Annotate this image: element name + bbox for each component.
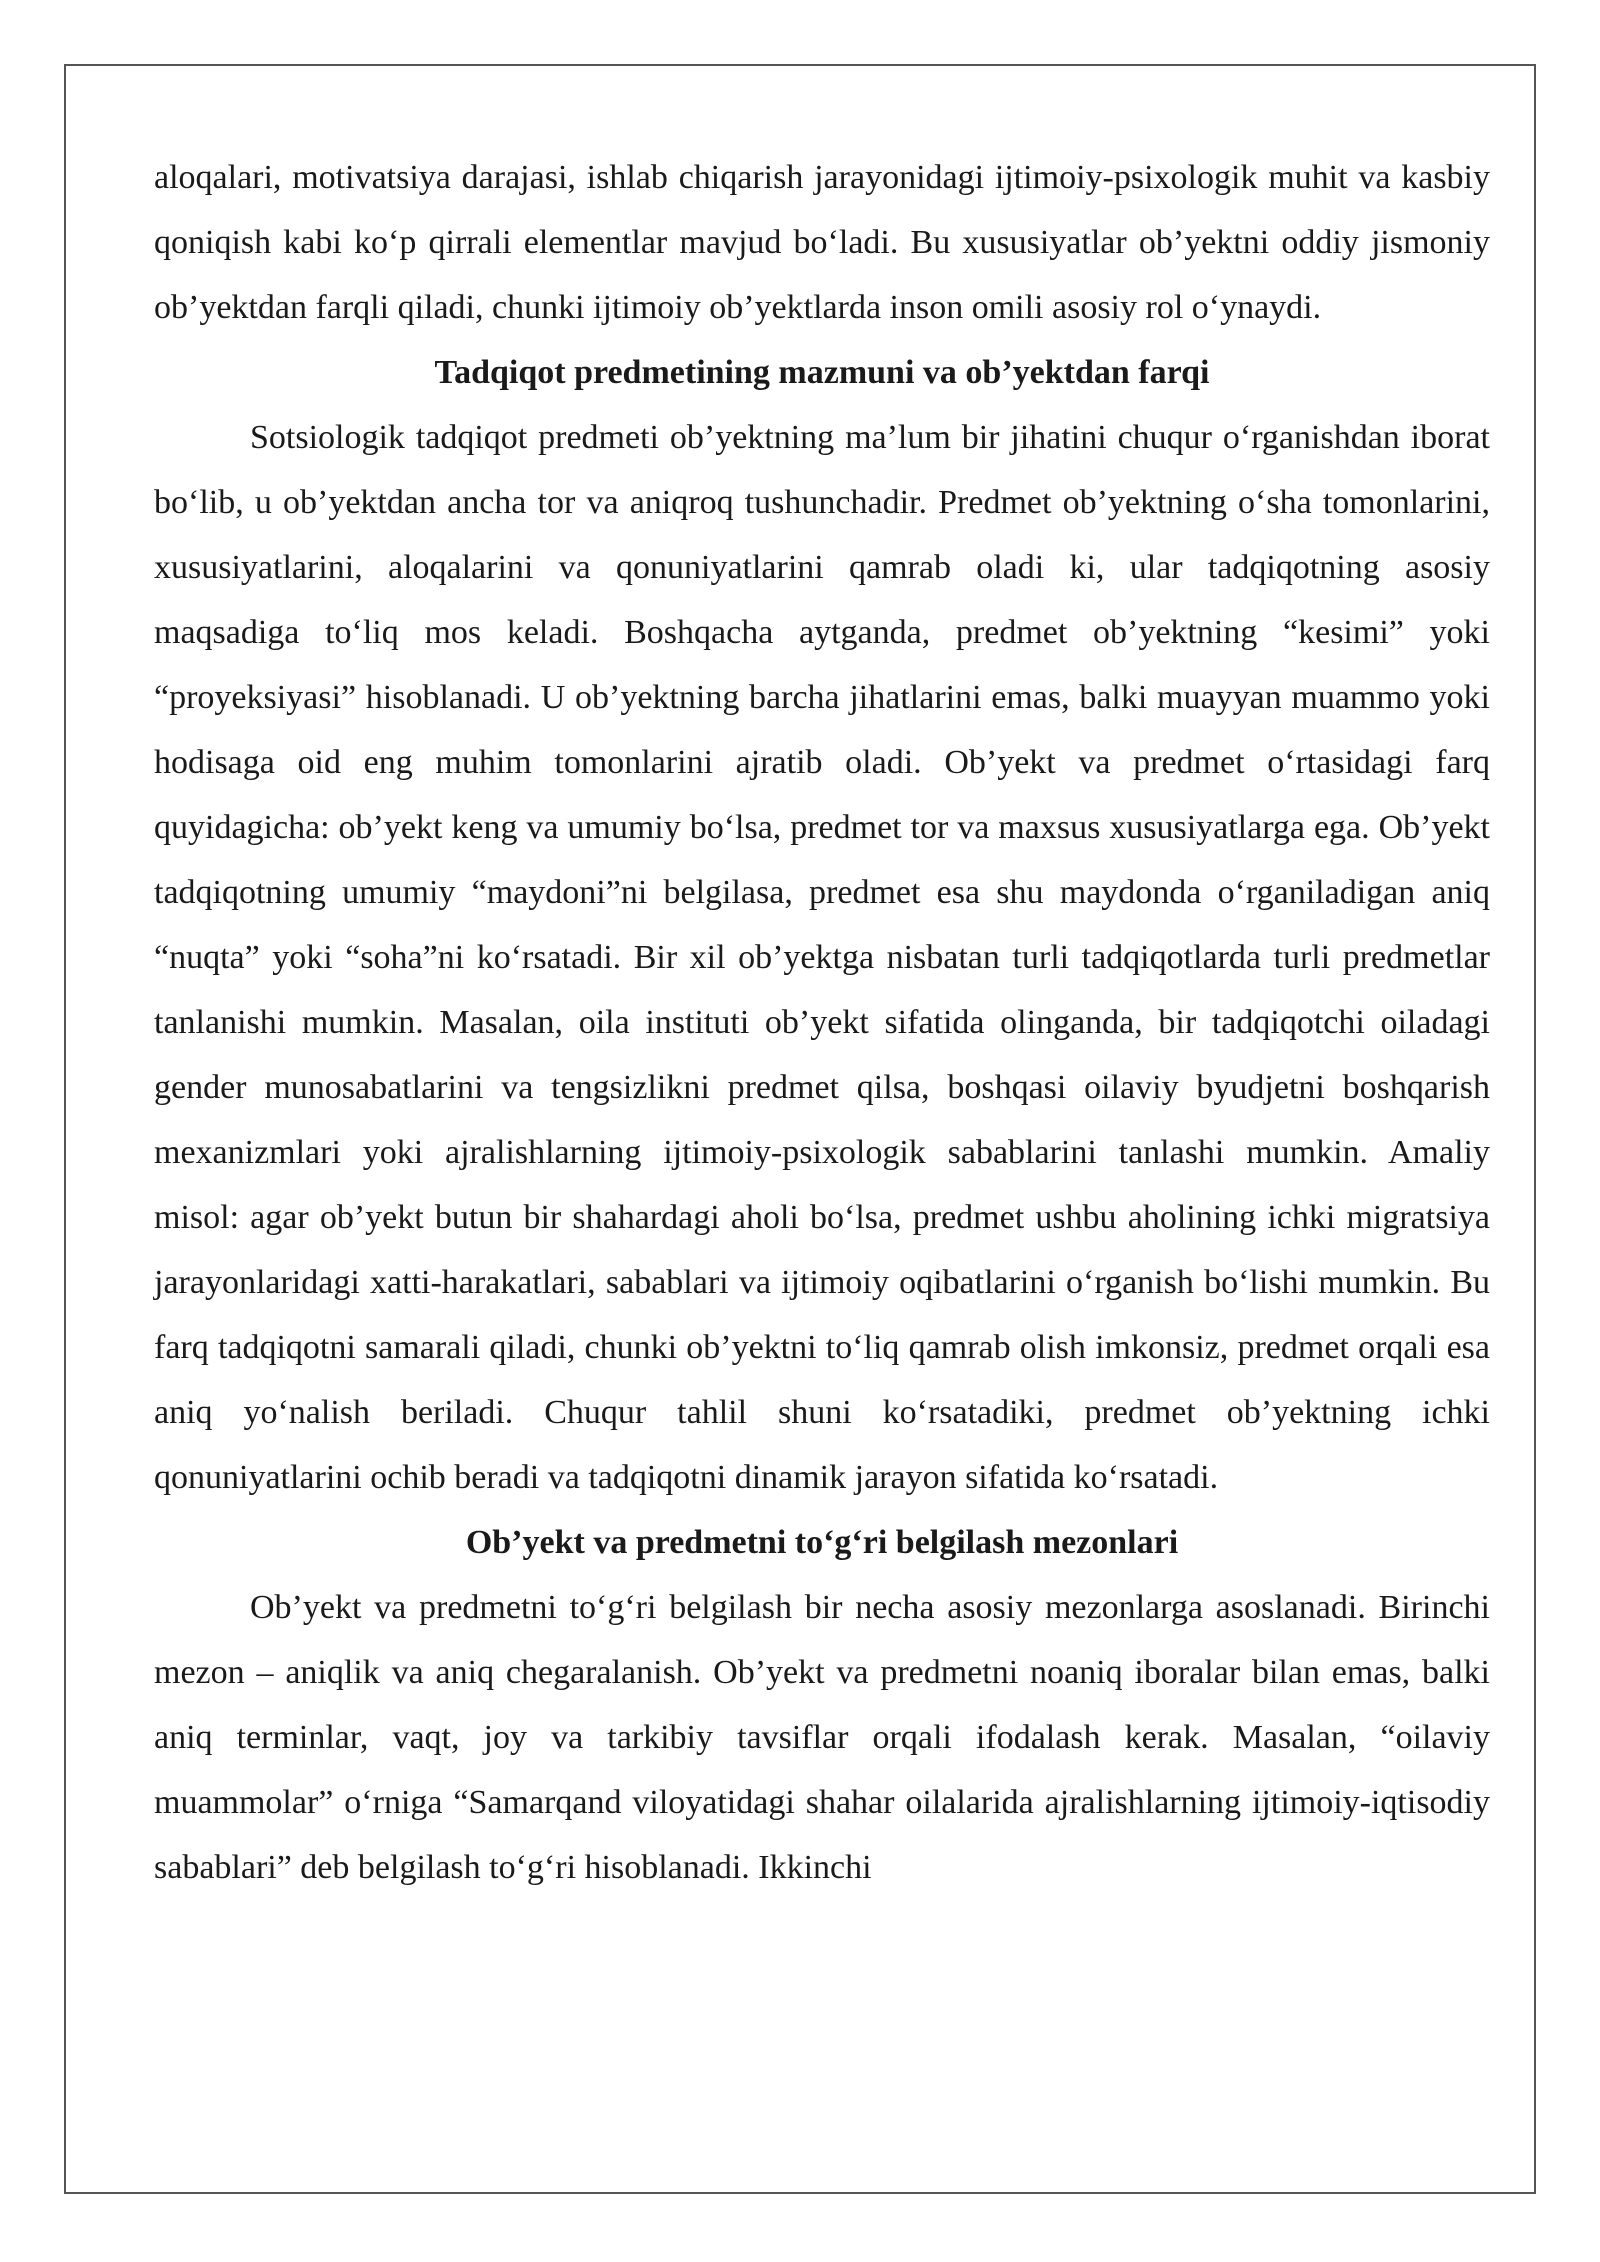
paragraph: Sotsiologik tadqiqot predmeti ob’yektning ma’lum bir jihatini chuqur o‘rganishdan iborat bo‘lib, u ob’yektdan ancha tor va aniqroq tushunchadir. Predmet ob’yektning o‘sha tomonlarini, xususiyatlarini, aloqalarini va qonuniyatlarini qamrab oladi ki, ular tadqiqotning asosiy maqsadiga to‘liq mos keladi. Boshqacha aytganda, predmet ob’yektning “kesimi” yoki “proyeksiyasi” hisoblanadi. U ob’yektning barcha jihatlarini emas, balki muayyan muammo yoki hodisaga oid eng muhim tomonlarini ajratib oladi. Ob’yekt va predmet o‘rtasidagi farq quyidagicha: ob’yekt keng va umumiy bo‘lsa, predmet tor va maxsus xususiyatlarga ega. Ob’yekt tadqiqotning umumiy “maydoni”ni belgilasa, predmet esa shu maydonda o‘rganiladigan aniq “nuqta” yoki “soha”ni ko‘rsatadi. Bir xil ob’yektga nisbatan turli tadqiqotlarda turli predmetlar tanlanishi mumkin. Masalan, oila instituti ob’yekt sifatida olinganda, bir tadqiqotchi oiladagi gender munosabatlarini va tengsizlikni predmet qilsa, boshqasi oilaviy byudjetni boshqarish mexanizmlari yoki ajralishlarning ijtimoiy-psixologik sabablarini tanlashi mumkin. Amaliy misol: agar ob’yekt butun bir shahardagi aholi bo‘lsa, predmet ushbu aholining ichki migratsiya jarayonlaridagi xatti-harakatlari, sabablari va ijtimoiy oqibatlarini o‘rganish bo‘lishi mumkin. Bu farq tadqiqotni samarali qiladi, chunki ob’yektni to‘liq qamrab olish imkonsiz, predmet orqali esa aniq yo‘nalish beriladi. Chuqur tahlil shuni ko‘rsatadiki, predmet ob’yektning ichki qonuniyatlarini ochib beradi va tadqiqotni dinamik jarayon sifatida ko‘rsatadi. [154,419,1490,1496]
paragraph-continuation: aloqalari, motivatsiya darajasi, ishlab chiqarish jarayonidagi ijtimoiy-psixologik muhit va kasbiy qoniqish kabi ko‘p qirrali elementlar mavjud bo‘ladi. Bu xususiyatlar ob’yektni oddiy jismoniy ob’yektdan farqli qiladi, chunki ijtimoiy ob’yektlarda inson omili asosiy rol o‘ynaydi. [154,159,1490,326]
section-heading: Tadqiqot predmetining mazmuni va ob’yektdan farqi [434,354,1210,391]
section-heading: Ob’yekt va predmetni to‘g‘ri belgilash mezonlari [465,1524,1179,1561]
document-body [154,145,1490,1900]
paragraph: Ob’yekt va predmetni to‘g‘ri belgilash bir necha asosiy mezonlarga asoslanadi. Birinchi mezon – aniqlik va aniq chegaralanish. Ob’yekt va predmetni noaniq iboralar bilan emas, balki aniq terminlar, vaqt, joy va tarkibiy tavsiflar orqali ifodalash kerak. Masalan, “oilaviy muammolar” o‘rniga “Samarqand viloyatidagi shahar oilalarida ajralishlarning ijtimoiy-iqtisodiy sabablari” deb belgilash to‘g‘ri hisoblanadi. Ikkinchi [154,1589,1490,1886]
